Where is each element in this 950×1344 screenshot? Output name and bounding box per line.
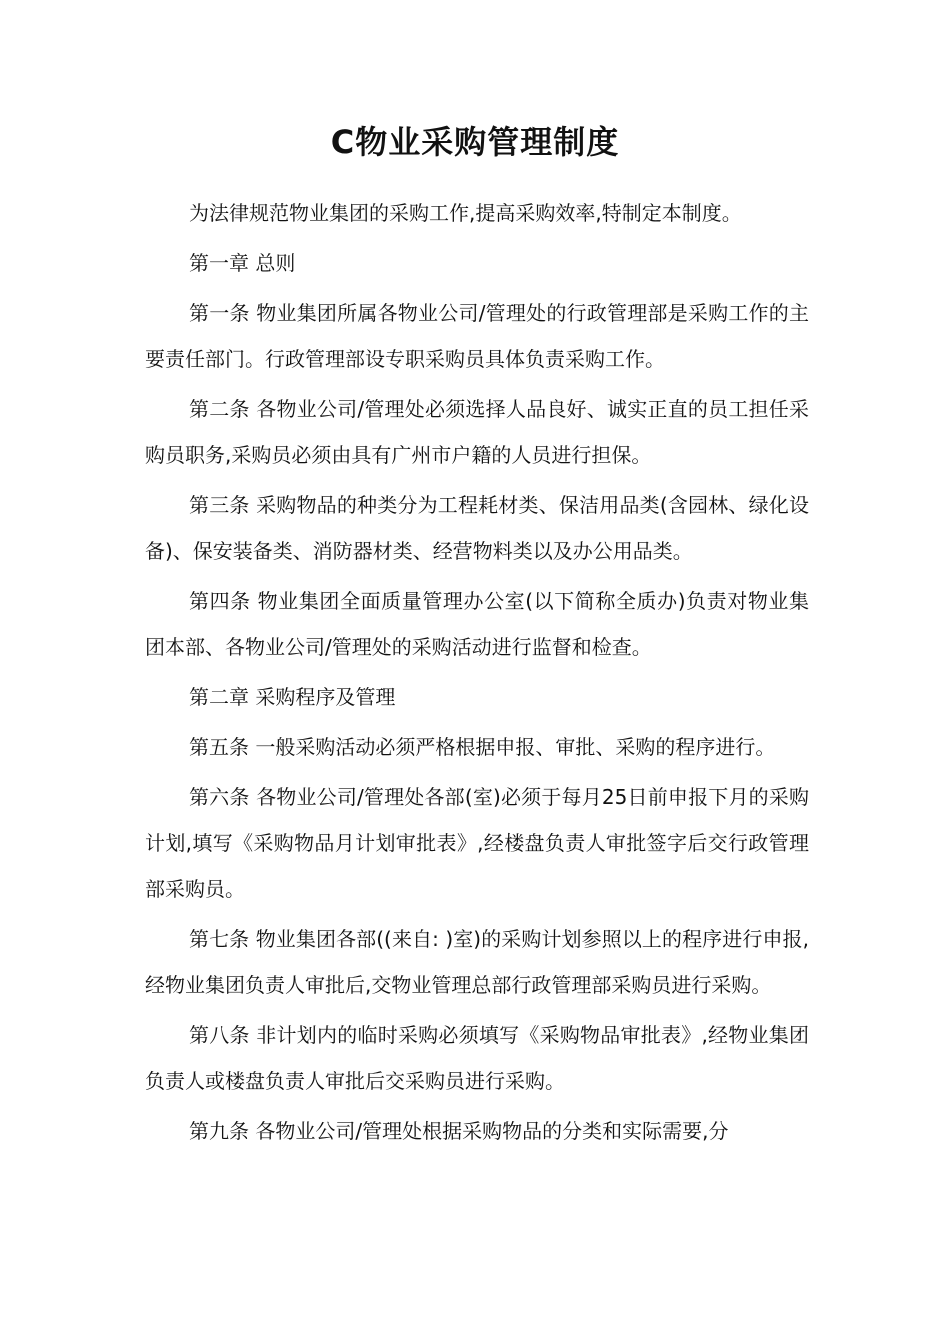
intro-paragraph: 为法律规范物业集团的采购工作,提高采购效率,特制定本制度。	[189, 201, 742, 225]
document-title: C物业采购管理制度	[330, 123, 620, 161]
document-body	[145, 190, 809, 1158]
article-paragraph: 第一条 物业集团所属各物业公司/管理处的行政管理部是采购工作的主要责任部门。行政管理部设专职采购员具体负责采购工作。	[145, 301, 809, 371]
article-paragraph: 第三条 采购物品的种类分为工程耗材类、保洁用品类(含园林、绿化设备)、保安装备类、消防器材类、经营物料类以及办公用品类。	[145, 493, 809, 563]
article-paragraph: 第六条 各物业公司/管理处各部(室)必须于每月25日前申报下月的采购计划,填写《采购物品月计划审批表》,经楼盘负责人审批签字后交行政管理部采购员。	[145, 785, 809, 901]
chapter-heading: 第二章 采购程序及管理	[189, 685, 396, 709]
article-paragraph: 第七条 物业集团各部((来自: )室)的采购计划参照以上的程序进行申报,经物业集团负责人审批后,交物业管理总部行政管理部采购员进行采购。	[145, 927, 809, 997]
article-paragraph: 第九条 各物业公司/管理处根据采购物品的分类和实际需要,分	[189, 1119, 729, 1143]
article-paragraph: 第四条 物业集团全面质量管理办公室(以下简称全质办)负责对物业集团本部、各物业公司/管理处的采购活动进行监督和检查。	[145, 589, 809, 659]
chapter-heading: 第一章 总则	[189, 251, 296, 275]
article-paragraph: 第五条 一般采购活动必须严格根据申报、审批、采购的程序进行。	[189, 735, 776, 759]
article-paragraph: 第八条 非计划内的临时采购必须填写《采购物品审批表》,经物业集团负责人或楼盘负责人审批后交采购员进行采购。	[145, 1023, 809, 1093]
article-paragraph: 第二条 各物业公司/管理处必须选择人品良好、诚实正直的员工担任采购员职务,采购员必须由具有广州市户籍的人员进行担保。	[145, 397, 809, 467]
